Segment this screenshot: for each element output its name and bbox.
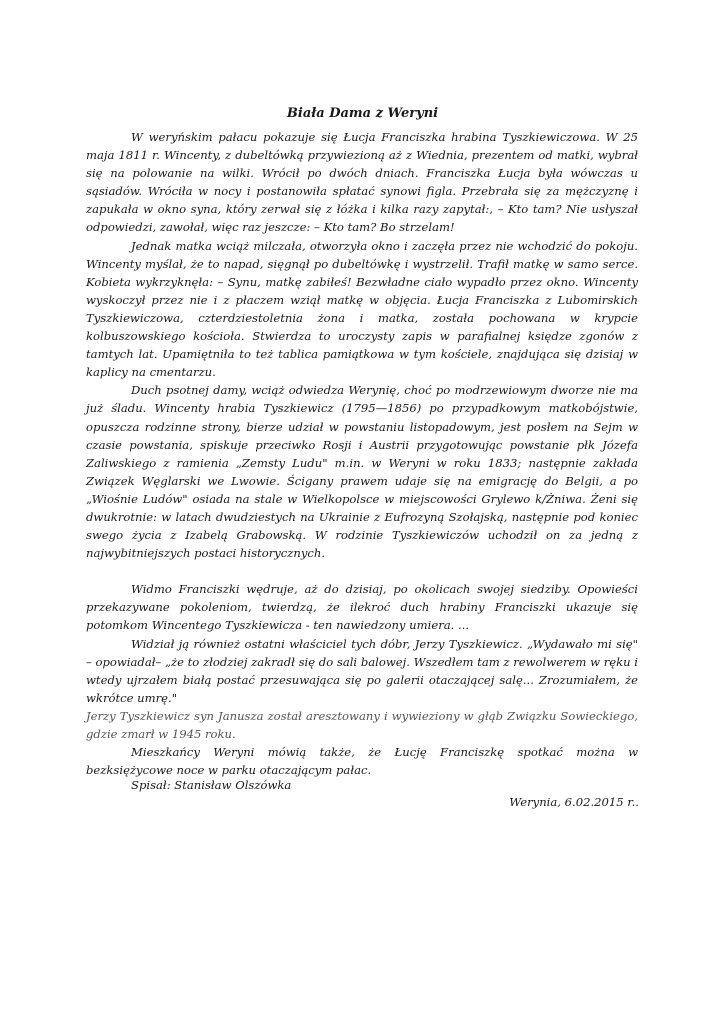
- paragraph: Duch psotnej damy, wciąż odwiedza Werynię, choć po modrzewiowym dworze nie ma już śladu. Wincenty hrabia Tyszkiewicz (1795—1856) po przypadkowym matkobójstwie, opuszcza rodzinne strony, bierze udział w powstaniu listopadowym, jest posłem na Sejm w czasie powstania, spiskuje przeciwko Rosji i Austrii przygotowując powstanie płk Józefa Zaliwskiego z ramienia „Zemsty Ludu" m.in. w Weryni w roku 1833; następnie zakłada Związek Węglarski we Lwowie. Ścigany prawem udaje się na emigrację do Belgii, a po „Wiośnie Ludów" osiada na stale w Wielkopolsce w miejscowości Grylewo k/Żniwa. Żeni się dwukrotnie: w latach dwudziestych na Ukrainie z Eufrozyną Szołajską, następnie pod koniec swego życia z Izabelą Grabowską. W rodzinie Tyszkiewiczów uchodził on za jedną z najwybitniejszych postaci historycznych.: [86, 383, 638, 561]
- place-date: Werynia, 6.02.2015 r..: [509, 795, 639, 809]
- paragraph: Jednak matka wciąż milczała, otworzyła okno i zaczęła przez nie wchodzić do pokoju. Wincenty myślał, że to napad, sięgnął po dubeltówkę i wystrzelił. Trafił matkę w samo serce. Kobieta wykrzyknęła: – Synu, matkę zabiłeś! Bezwładne ciało wypadło przez okno. Wincenty wyskoczył przez nie i z płaczem wziął matkę w objęcia. Łucja Franciszka z Lubomirskich Tyszkiewiczowa, czterdziestoletnia żona i matka, została pochowana w krypcie kolbuszowskiego kościoła. Stwierdza to uroczysty zapis w parafialnej księdze zgonów z tamtych lat. Upamiętniła to też tablica pamiątkowa w tym kościele, znajdująca się dzisiaj w kaplicy na cmentarzu.: [86, 238, 638, 380]
- paragraph: W weryńskim pałacu pokazuje się Łucja Franciszka hrabina Tyszkiewiczowa. W 25 maja 1811 r. Wincenty, z dubeltówką przywiezioną aż z Wiednia, prezentem od matki, wybrał się na polowanie na wilki. Wrócił po dwóch dniach. Franciszka Łucja była wówczas u sąsiadów. Wróciła w nocy i postanowiła spłatać synowi figla. Przebrała się za mężczyznę i zapukała w okno syna, który zerwał się z łóżka i kilka razy zapytał:, – Kto tam? Nie usłyszał odpowiedzi, zawołał, więc raz jeszcze: – Kto tam? Bo strzelam!: [86, 130, 638, 235]
- document-body: [86, 128, 638, 779]
- paragraph-note: Jerzy Tyszkiewicz syn Janusza został aresztowany i wywieziony w głąb Związku Sowieckiego, gdzie zmarł w 1945 roku.: [86, 708, 638, 741]
- document-title: Biała Dama z Weryni: [286, 106, 439, 121]
- signature-line: Spisał: Stanisław Olszówka: [131, 778, 292, 792]
- paragraph: Widmo Franciszki wędruje, aż do dzisiaj, po okolicach swojej siedziby. Opowieści przekazywane pokoleniom, twierdzą, że ilekroć duch hrabiny Franciszki ukazuje się potomkom Wincentego Tyszkiewicza - ten nawiedzony umiera. ...: [86, 582, 638, 633]
- paragraph: Widział ją również ostatni właściciel tych dóbr, Jerzy Tyszkiewicz. „Wydawało mi się" – opowiadał– „że to złodziej zakradł się do sali balowej. Wszedłem tam z rewolwerem w ręku i wtedy ujrzałem białą postać przesuwająca się po galerii otaczającej salę... Zrozumiałem, że wkrótce umrę.": [86, 636, 638, 705]
- paragraph: Mieszkańcy Weryni mówią także, że Łucję Franciszkę spotkać można w bezksiężycowe noce w parku otaczającym pałac.: [86, 745, 638, 778]
